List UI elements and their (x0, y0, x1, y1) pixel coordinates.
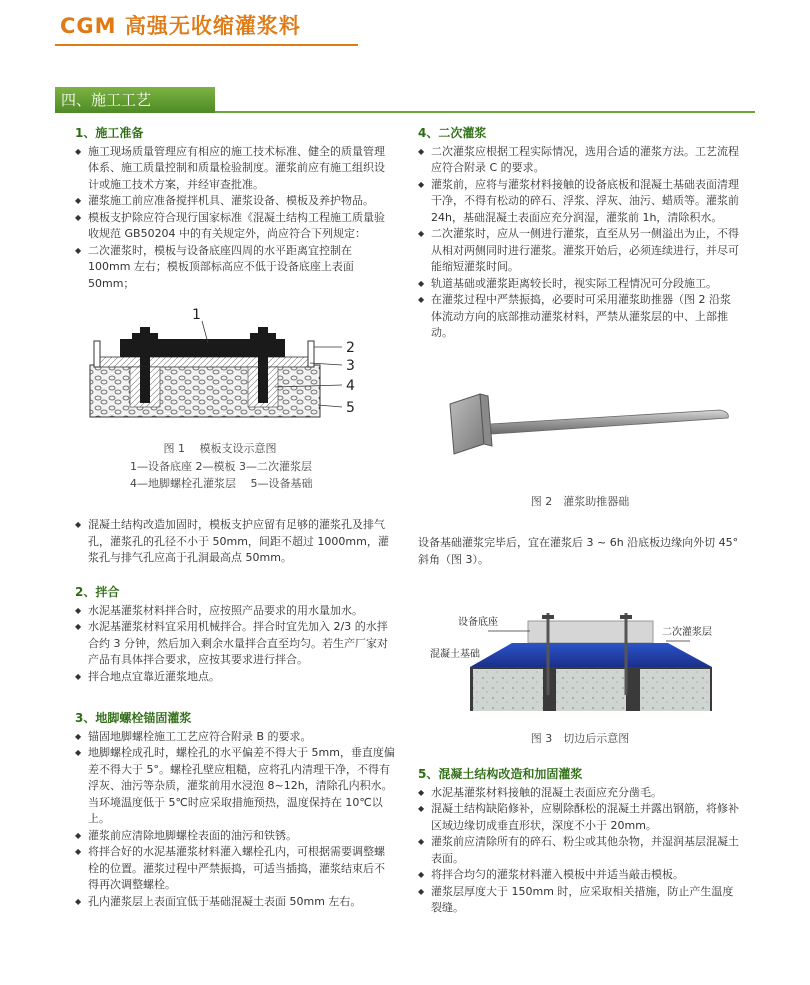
chamfer-note (418, 535, 740, 568)
list-item: ◆ 灌浆前应清除所有的碎石、粉尘或其他杂物，并湿润基层混凝土表面。 (418, 834, 740, 867)
list-item: ◆ 锚固地脚螺栓施工工艺应符合附录 B 的要求。 (75, 729, 395, 746)
section-divider (215, 111, 755, 113)
fig1-label-4: 4 (346, 378, 355, 394)
fig2-caption: 图 2 灌浆助推器础 (530, 495, 630, 508)
list-item: ◆ 孔内灌浆层上表面宜低于基础混凝土表面 50mm 左右。 (75, 894, 395, 911)
heading-structural-repair: 5、混凝土结构改造和加固灌浆 (418, 767, 583, 781)
list-item: ◆ 二次灌浆时，应从一侧进行灌浆，直至从另一侧溢出为止，不得从相对两侧同时进行灌浆。灌浆开始后，必须连续进行，并尽可能缩短灌浆时间。 (418, 226, 740, 276)
fig1-label-3: 3 (346, 358, 355, 374)
fig1-label-2: 2 (346, 340, 355, 356)
section-prep-cont (75, 517, 395, 567)
section-structural-repair (418, 766, 740, 917)
fig1-legend-line1: 1—设备底座 2—模板 3—二次灌浆层 (130, 460, 312, 473)
fig3-label-grout: 二次灌浆层 (662, 627, 712, 638)
section-anchor-bolt (75, 710, 395, 910)
list-item: ◆ 轨道基础或灌浆距离较长时，视实际工程情况可分段施工。 (418, 276, 740, 293)
list-item: ◆ 将拌合好的水泥基灌浆材料灌入螺栓孔内，可根据需要调整螺栓的位置。灌浆过程中严禁振捣，可适当插捣，灌浆结束后不得再次调整螺栓。 (75, 844, 395, 894)
fig3-label-base: 设备底座 (458, 617, 498, 628)
list-item: ◆ 二次灌浆时，模板与设备底座四周的水平距离宜控制在 100mm 左右；模板顶部标高应不低于设备底座上表面 50mm； (75, 243, 395, 293)
chamfer-text: 设备基础灌浆完毕后，宜在灌浆后 3 ~ 6h 沿底板边缘向外切 45° 斜角（图 3）。 (418, 536, 739, 566)
list-item: ◆ 灌浆前，应将与灌浆材料接触的设备底板和混凝土基础表面清理干净，不得有松动的碎石、浮浆、浮灰、油污、蜡质等。灌浆前 24h，基础混凝土表面应充分润湿，灌浆前 1h，清除积水。 (418, 177, 740, 227)
figure-formwork-diagram (80, 305, 380, 423)
list-item: ◆ 水泥基灌浆材料接触的混凝土表面应充分凿毛。 (418, 785, 740, 802)
heading-mixing: 2、拌合 (75, 585, 120, 599)
list-item: ◆ 二次灌浆应根据工程实际情况，选用合适的灌浆方法。工艺流程应符合附录 C 的要求。 (418, 144, 740, 177)
list-item: ◆ 模板支护除应符合现行国家标准《混凝土结构工程施工质量验收规范 GB50204 中的有关规定外，尚应符合下列规定： (75, 210, 395, 243)
list-item: ◆ 灌浆施工前应准备搅拌机具、灌浆设备、模板及养护物品。 (75, 193, 395, 210)
title-underline (55, 44, 358, 46)
figure-grout-pusher (440, 390, 740, 460)
list-item: ◆ 施工现场质量管理应有相应的施工技术标准、健全的质量管理体系、施工质量控制和质量检验制度。灌浆前应有施工组织设计或施工技术方案，并经审查批准。 (75, 144, 395, 194)
list-item: ◆ 在灌浆过程中严禁振捣，必要时可采用灌浆助推器（图 2 沿浆体流动方向的底部推动灌浆材料，严禁从灌浆层的中、上部推动。 (418, 292, 740, 342)
fig1-label-1: 1 (192, 307, 201, 323)
section-mixing (75, 584, 395, 685)
list-item: ◆ 水泥基灌浆材料拌合时，应按照产品要求的用水量加水。 (75, 603, 395, 620)
fig3-label-concrete: 混凝土基础 (430, 649, 480, 660)
fig1-caption: 图 1 模板支设示意图 (163, 442, 277, 455)
fig3-caption: 图 3 切边后示意图 (530, 732, 630, 745)
section-prep (75, 125, 395, 292)
fig1-label-5: 5 (346, 400, 355, 416)
figure-chamfer-diagram (430, 605, 750, 715)
heading-prep: 1、施工准备 (75, 126, 144, 140)
list-item: ◆ 混凝土结构改造加固时，模板支护应留有足够的灌浆孔及排气孔，灌浆孔的孔径不小于 50mm，间距不超过 1000mm，灌浆孔与排气孔应高于孔洞最高点 50mm。 (75, 517, 395, 567)
fig1-legend (130, 458, 313, 492)
fig1-legend-line2: 4—地脚螺栓孔灌浆层 5—设备基础 (130, 477, 313, 490)
heading-secondary-grout: 4、二次灌浆 (418, 126, 487, 140)
list-item: ◆ 混凝土结构缺陷修补，应剔除酥松的混凝土并露出钢筋，将修补区域边缘切成垂直形状，深度不小于 20mm。 (418, 801, 740, 834)
heading-anchor-bolt: 3、地脚螺栓锚固灌浆 (75, 711, 192, 725)
list-item: ◆ 将拌合均匀的灌浆材料灌入模板中并适当敲击模板。 (418, 867, 740, 884)
list-item: ◆ 灌浆前应清除地脚螺栓表面的油污和铁锈。 (75, 828, 395, 845)
section-header: 四、施工工艺 (55, 87, 215, 113)
list-item: ◆ 灌浆层厚度大于 150mm 时，应采取相关措施，防止产生温度裂缝。 (418, 884, 740, 917)
list-item: ◆ 地脚螺栓成孔时，螺栓孔的水平偏差不得大于 5mm，垂直度偏差不得大于 5°。螺栓孔壁应粗糙，应将孔内清理干净，不得有浮灰、油污等杂质，灌浆前用水浸泡 8~12h，清除孔内积水。当环境温度低于 5℃时应采取措施预热，温度保持在 10℃以上。 (75, 745, 395, 828)
list-item: ◆ 水泥基灌浆材料宜采用机械拌合。拌合时宜先加入 2/3 的水拌合约 3 分钟，然后加入剩余水量拌合直至均匀。若生产厂家对产品有具体拌合要求，应按其要求进行拌合。 (75, 619, 395, 669)
list-item: ◆ 拌合地点宜靠近灌浆地点。 (75, 669, 395, 686)
page-title: CGM 高强无收缩灌浆料 (60, 14, 301, 38)
section-secondary-grout (418, 125, 740, 342)
